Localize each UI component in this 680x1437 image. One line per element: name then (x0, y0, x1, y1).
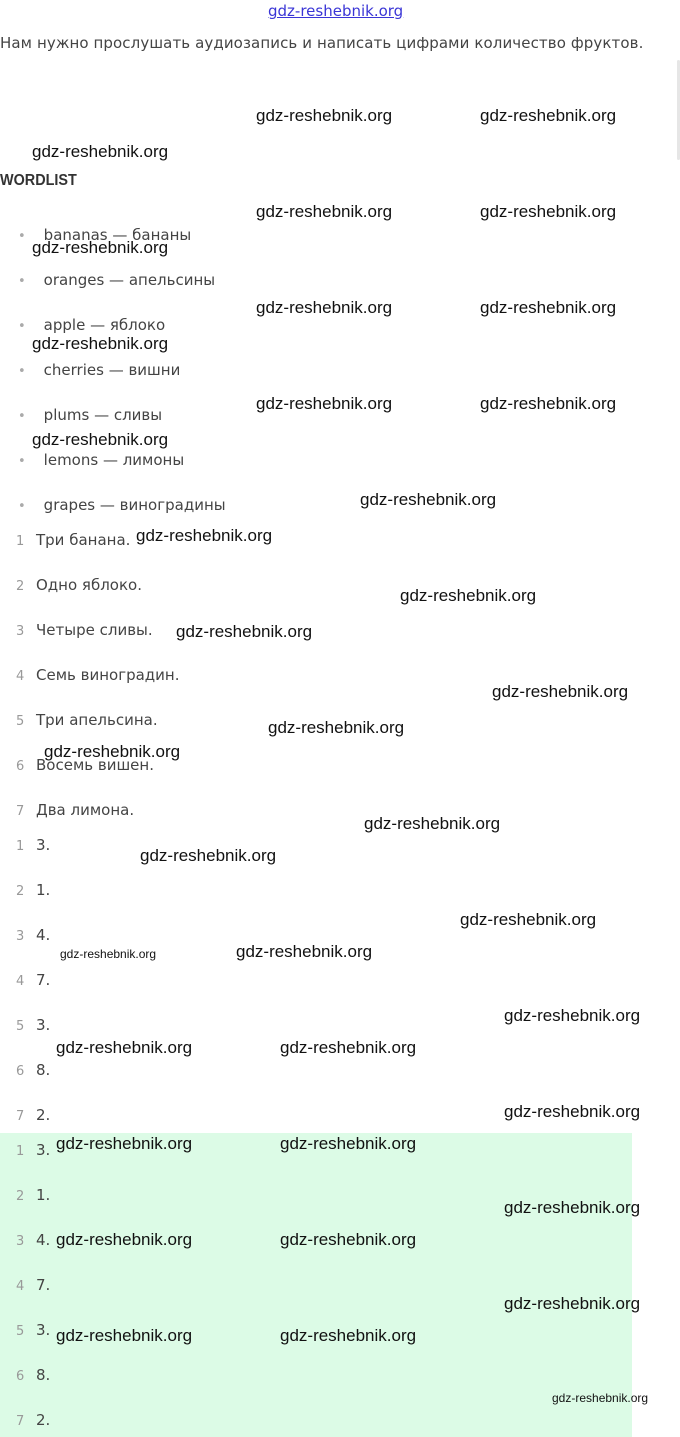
bullet-icon: • (18, 229, 26, 244)
row-number: 1 (16, 839, 25, 854)
watermark: gdz-reshebnik.org (176, 622, 313, 641)
row-number: 7 (16, 1109, 25, 1124)
watermark: gdz-reshebnik.org (256, 202, 393, 221)
watermark-small: gdz-reshebnik.org (60, 947, 157, 961)
wordlist-item (18, 451, 184, 469)
watermark: gdz-reshebnik.org (480, 394, 617, 413)
watermark: gdz-reshebnik.org (256, 394, 393, 413)
row-number: 7 (16, 804, 25, 819)
watermark: gdz-reshebnik.org (504, 1294, 641, 1313)
wordlist-item-text: apple — яблоко (43, 316, 166, 334)
row-number: 2 (16, 1189, 25, 1204)
row-text: Три апельсина. (36, 711, 158, 729)
row-text: 3. (36, 1321, 51, 1339)
answer-row (16, 1106, 50, 1124)
watermark: gdz-reshebnik.org (56, 1038, 193, 1057)
row-number: 3 (16, 624, 25, 639)
bullet-icon: • (18, 409, 26, 424)
bullet-icon: • (18, 364, 26, 379)
watermark: gdz-reshebnik.org (360, 490, 497, 509)
wordlist-heading: WORDLIST (0, 172, 77, 189)
watermark: gdz-reshebnik.org (44, 742, 181, 761)
highlighted-answer-row (16, 1231, 50, 1249)
row-text: 8. (36, 1061, 51, 1079)
watermark: gdz-reshebnik.org (480, 106, 617, 125)
watermark: gdz-reshebnik.org (56, 1230, 193, 1249)
watermark: gdz-reshebnik.org (280, 1326, 417, 1345)
row-text: Восемь вишен. (36, 756, 154, 774)
answer-row (16, 1061, 50, 1079)
watermark: gdz-reshebnik.org (504, 1102, 641, 1121)
bullet-icon: • (18, 274, 26, 289)
watermark: gdz-reshebnik.org (56, 1326, 193, 1345)
row-text: 3. (36, 836, 51, 854)
highlighted-answer-row (16, 1321, 50, 1339)
watermark: gdz-reshebnik.org (480, 202, 617, 221)
translation-row (16, 666, 180, 684)
translation-row (16, 576, 142, 594)
row-text: 4. (36, 1231, 51, 1249)
row-text: 2. (36, 1411, 51, 1429)
wordlist-item (18, 361, 180, 379)
row-text: 7. (36, 1276, 51, 1294)
watermark: gdz-reshebnik.org (236, 942, 373, 961)
wordlist-item-text: lemons — лимоны (43, 451, 185, 469)
row-number: 7 (16, 1414, 25, 1429)
row-number: 3 (16, 929, 25, 944)
row-number: 3 (16, 1234, 25, 1249)
row-text: Два лимона. (36, 801, 135, 819)
row-text: 3. (36, 1141, 51, 1159)
answer-row (16, 926, 50, 944)
row-number: 2 (16, 884, 25, 899)
watermark: gdz-reshebnik.org (480, 298, 617, 317)
row-text: 2. (36, 1106, 51, 1124)
wordlist-item (18, 271, 215, 289)
answer-row (16, 881, 50, 899)
watermark: gdz-reshebnik.org (460, 910, 597, 929)
row-number: 6 (16, 759, 25, 774)
bullet-icon: • (18, 319, 26, 334)
row-number: 2 (16, 579, 25, 594)
row-text: 1. (36, 1186, 51, 1204)
row-number: 4 (16, 669, 25, 684)
task-instruction: Нам нужно прослушать аудиозапись и написать цифрами количество фруктов. (0, 34, 644, 52)
watermark: gdz-reshebnik.org (256, 298, 393, 317)
watermark: gdz-reshebnik.org (400, 586, 537, 605)
translation-row (16, 801, 134, 819)
answer-row (16, 971, 50, 989)
row-number: 5 (16, 1019, 25, 1034)
row-number: 5 (16, 714, 25, 729)
answer-row (16, 836, 50, 854)
watermark: gdz-reshebnik.org (32, 334, 169, 353)
highlighted-answer-row (16, 1276, 50, 1294)
answer-highlight-block (0, 1133, 632, 1437)
row-number: 4 (16, 974, 25, 989)
site-link[interactable]: gdz-reshebnik.org (268, 2, 404, 20)
wordlist-item (18, 406, 162, 424)
row-number: 5 (16, 1324, 25, 1339)
highlighted-answer-row (16, 1186, 50, 1204)
watermark: gdz-reshebnik.org (492, 682, 629, 701)
watermark: gdz-reshebnik.org (280, 1038, 417, 1057)
row-number: 4 (16, 1279, 25, 1294)
watermark: gdz-reshebnik.org (136, 526, 273, 545)
row-number: 6 (16, 1369, 25, 1384)
row-text: 1. (36, 881, 51, 899)
row-number: 1 (16, 1144, 25, 1159)
wordlist-item-text: bananas — бананы (43, 226, 192, 244)
bullet-icon: • (18, 499, 26, 514)
watermark: gdz-reshebnik.org (32, 142, 169, 161)
wordlist-item-text: cherries — вишни (43, 361, 181, 379)
watermark: gdz-reshebnik.org (268, 718, 405, 737)
translation-row (16, 531, 130, 549)
highlighted-answer-row (16, 1366, 50, 1384)
watermark: gdz-reshebnik.org (504, 1198, 641, 1217)
highlighted-answer-row (16, 1141, 50, 1159)
answer-row (16, 1016, 50, 1034)
watermark: gdz-reshebnik.org (56, 1134, 193, 1153)
translation-row (16, 711, 158, 729)
watermark: gdz-reshebnik.org (32, 238, 169, 257)
wordlist-item-text: oranges — апельсины (43, 271, 216, 289)
wordlist-item-text: grapes — виноградины (43, 496, 226, 514)
row-text: 4. (36, 926, 51, 944)
watermark: gdz-reshebnik.org (364, 814, 501, 833)
bullet-icon: • (18, 454, 26, 469)
translation-row (16, 621, 153, 639)
wordlist-item-text: plums — сливы (43, 406, 163, 424)
watermark: gdz-reshebnik.org (140, 846, 277, 865)
watermark: gdz-reshebnik.org (256, 106, 393, 125)
row-text: Семь виноградин. (36, 666, 180, 684)
wordlist-item (18, 316, 165, 334)
watermark: gdz-reshebnik.org (280, 1134, 417, 1153)
row-text: 7. (36, 971, 51, 989)
row-text: Одно яблоко. (36, 576, 142, 594)
watermark: gdz-reshebnik.org (280, 1230, 417, 1249)
row-number: 1 (16, 534, 25, 549)
row-text: Три банана. (36, 531, 131, 549)
row-number: 6 (16, 1064, 25, 1079)
watermark: gdz-reshebnik.org (504, 1006, 641, 1025)
row-text: 3. (36, 1016, 51, 1034)
wordlist-item (18, 496, 226, 514)
row-text: 8. (36, 1366, 51, 1384)
row-text: Четыре сливы. (36, 621, 153, 639)
watermark-small: gdz-reshebnik.org (552, 1391, 649, 1405)
highlighted-answer-row (16, 1411, 50, 1429)
watermark: gdz-reshebnik.org (32, 430, 169, 449)
